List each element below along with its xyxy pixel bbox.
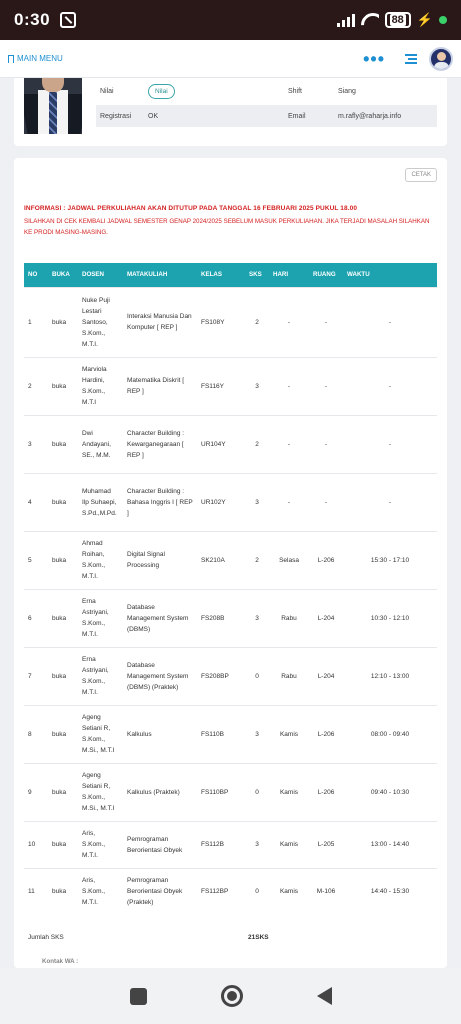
cell-kelas: SK210A: [197, 531, 245, 589]
info-title: INFORMASI : JADWAL PERKULIAHAN AKAN DITUTUP PADA TANGGAL 16 FEBRUARI 2025 PUKUL 18.00: [24, 205, 358, 212]
cell-matakuliah: Pemrograman Berorientasi Obyek: [123, 821, 197, 868]
table-row: [24, 821, 437, 868]
email-value: m.rafly@raharja.info: [338, 112, 402, 120]
cell-matakuliah: Pemrograman Berorientasi Obyek (Praktek): [123, 868, 197, 915]
cell-sks: 0: [245, 647, 269, 705]
shift-value: Siang: [338, 87, 356, 95]
table-row: [24, 705, 437, 763]
cell-dosen: Ageng Setiani R, S.Kom., M.Si., M.T.I: [78, 705, 123, 763]
table-row: [24, 415, 437, 473]
cell-ruang: -: [309, 357, 343, 415]
home-button[interactable]: [221, 985, 243, 1007]
cell-hari: Kamis: [269, 868, 309, 915]
cell-kelas: FS116Y: [197, 357, 245, 415]
profile-row-nilai: [96, 80, 437, 102]
cell-dosen: Erna Astriyani, S.Kom., M.T.I.: [78, 647, 123, 705]
recents-button[interactable]: [130, 988, 147, 1005]
cell-matakuliah: Digital Signal Processing: [123, 531, 197, 589]
cell-kelas: FS112B: [197, 821, 245, 868]
cell-ruang: M-106: [309, 868, 343, 915]
cell-hari: -: [269, 357, 309, 415]
buka-link[interactable]: buka: [48, 473, 78, 531]
cell-kelas: FS110BP: [197, 763, 245, 821]
col-no: NO: [24, 263, 48, 287]
table-row: [24, 531, 437, 589]
kontak-wa-label: Kontak WA :: [42, 958, 79, 965]
nilai-label: Nilai: [100, 87, 114, 95]
cell-ruang: L-206: [309, 763, 343, 821]
cell-kelas: FS208BP: [197, 647, 245, 705]
cell-ruang: L-206: [309, 531, 343, 589]
cell-sks: 3: [245, 821, 269, 868]
cell-waktu: 12:10 - 13:00: [343, 647, 437, 705]
cell-waktu: 13:00 - 14:40: [343, 821, 437, 868]
cell-matakuliah: Database Management System (DBMS): [123, 589, 197, 647]
cell-hari: Kamis: [269, 763, 309, 821]
cell-sks: 3: [245, 705, 269, 763]
cell-waktu: 15:30 - 17:10: [343, 531, 437, 589]
cell-hari: Kamis: [269, 705, 309, 763]
battery-level: 88: [391, 14, 404, 26]
cell-dosen: Aris, S.Kom., M.T.I.: [78, 821, 123, 868]
signal-icon: [337, 13, 355, 27]
table-row: [24, 287, 437, 357]
cell-no: 3: [24, 415, 48, 473]
table-row: [24, 763, 437, 821]
table-header-row: [24, 263, 437, 287]
cell-hari: Selasa: [269, 531, 309, 589]
cell-dosen: Erna Astriyani, S.Kom., M.T.I.: [78, 589, 123, 647]
status-icons: [337, 12, 447, 28]
cell-waktu: -: [343, 357, 437, 415]
cell-sks: 0: [245, 763, 269, 821]
cell-dosen: Aris, S.Kom., M.T.I.: [78, 868, 123, 915]
cell-no: 1: [24, 287, 48, 357]
col-buka: BUKA: [48, 263, 78, 287]
avatar[interactable]: [429, 47, 453, 71]
cell-ruang: -: [309, 415, 343, 473]
buka-link[interactable]: buka: [48, 287, 78, 357]
print-button[interactable]: CETAK: [405, 168, 437, 182]
cell-sks: 2: [245, 415, 269, 473]
cell-sks: 0: [245, 868, 269, 915]
cell-waktu: 09:40 - 10:30: [343, 763, 437, 821]
cell-matakuliah: Interaksi Manusia Dan Komputer [ REP ]: [123, 287, 197, 357]
cell-dosen: Marviola Hardini, S.Kom., M.T.I: [78, 357, 123, 415]
info-body: SILAHKAN DI CEK KEMBALI JADWAL SEMESTER GENAP 2024/2025 SEBELUM MASUK PERKULIAHAN. JIKA TERJADI MASALAH SILAHKAN KE PRODI MASING-MASING.: [24, 218, 430, 236]
col-dosen: DOSEN: [78, 263, 123, 287]
buka-link[interactable]: buka: [48, 589, 78, 647]
cell-dosen: Ahmad Roihan, S.Kom., M.T.I.: [78, 531, 123, 589]
cell-kelas: FS112BP: [197, 868, 245, 915]
cell-kelas: FS208B: [197, 589, 245, 647]
cell-dosen: Dwi Andayani, SE., M.M.: [78, 415, 123, 473]
table-row: [24, 357, 437, 415]
cell-no: 11: [24, 868, 48, 915]
cell-matakuliah: Character Building : Bahasa Inggris I [ REP ]: [123, 473, 197, 531]
battery-icon: [385, 12, 411, 28]
buka-link[interactable]: buka: [48, 821, 78, 868]
col-waktu: WAKTU: [343, 263, 437, 287]
cell-hari: -: [269, 415, 309, 473]
col-sks: SKS: [245, 263, 269, 287]
system-nav-bar: [0, 968, 461, 1024]
main-menu-link[interactable]: [8, 54, 63, 63]
cell-dosen: Ageng Setiani R, S.Kom., M.Si., M.T.I: [78, 763, 123, 821]
jumlah-sks-value: 21SKS: [248, 934, 269, 941]
status-bar: [0, 0, 461, 40]
cell-hari: -: [269, 287, 309, 357]
cell-kelas: FS108Y: [197, 287, 245, 357]
cell-no: 2: [24, 357, 48, 415]
cell-ruang: L-205: [309, 821, 343, 868]
cell-dosen: Muhamad Ilp Suhaepi, S.Pd.,M.Pd.: [78, 473, 123, 531]
cell-matakuliah: Kalkulus: [123, 705, 197, 763]
col-kelas: KELAS: [197, 263, 245, 287]
status-time: 0:30: [14, 10, 51, 29]
cell-matakuliah: Database Management System (DBMS) (Praktek): [123, 647, 197, 705]
cell-ruang: L-206: [309, 705, 343, 763]
col-matakuliah: MATAKULIAH: [123, 263, 197, 287]
col-ruang: RUANG: [309, 263, 343, 287]
list-menu-icon[interactable]: [405, 54, 417, 64]
col-hari: HARI: [269, 263, 309, 287]
table-row: [24, 589, 437, 647]
wifi-icon: [361, 13, 379, 27]
cell-waktu: -: [343, 287, 437, 357]
profile-row-registrasi: [96, 105, 437, 127]
cell-no: 7: [24, 647, 48, 705]
nilai-button[interactable]: Nilai: [148, 84, 175, 99]
cell-sks: 2: [245, 531, 269, 589]
buka-link[interactable]: buka: [48, 531, 78, 589]
buka-link[interactable]: buka: [48, 705, 78, 763]
notification-icon: [60, 12, 76, 28]
registrasi-value: OK: [148, 112, 159, 120]
charging-icon: ⚡: [416, 12, 433, 27]
table-row: [24, 473, 437, 531]
cell-hari: Kamis: [269, 821, 309, 868]
cell-matakuliah: Kalkulus (Praktek): [123, 763, 197, 821]
cell-matakuliah: Character Building : Kewarganegaraan [ REP ]: [123, 415, 197, 473]
cell-sks: 3: [245, 357, 269, 415]
cell-ruang: -: [309, 287, 343, 357]
main-menu-label: MAIN MENU: [17, 54, 63, 63]
more-options-icon[interactable]: •••: [363, 48, 385, 69]
cell-no: 10: [24, 821, 48, 868]
cell-hari: Rabu: [269, 589, 309, 647]
cell-hari: -: [269, 473, 309, 531]
cell-ruang: -: [309, 473, 343, 531]
cell-sks: 3: [245, 589, 269, 647]
buka-link[interactable]: buka: [48, 647, 78, 705]
cell-waktu: 10:30 - 12:10: [343, 589, 437, 647]
email-label: Email: [288, 112, 306, 120]
cell-hari: Rabu: [269, 647, 309, 705]
schedule-table: [24, 263, 437, 915]
cell-no: 8: [24, 705, 48, 763]
shift-label: Shift: [288, 87, 303, 95]
registrasi-label: Registrasi: [100, 112, 132, 120]
cell-kelas: FS110B: [197, 705, 245, 763]
cell-waktu: -: [343, 415, 437, 473]
table-row: [24, 868, 437, 915]
schedule-card: [14, 158, 447, 968]
cell-matakuliah: Matematika Diskrit [ REP ]: [123, 357, 197, 415]
cell-no: 9: [24, 763, 48, 821]
cell-waktu: 08:00 - 09:40: [343, 705, 437, 763]
cell-no: 5: [24, 531, 48, 589]
buka-link[interactable]: buka: [48, 763, 78, 821]
cell-ruang: L-204: [309, 589, 343, 647]
bookmark-icon: [8, 55, 14, 63]
cell-dosen: Nuke Puji Lestari Santoso, S.Kom., M.T.I.: [78, 287, 123, 357]
cell-waktu: 14:40 - 15:30: [343, 868, 437, 915]
privacy-dot-icon: [439, 16, 447, 24]
app-bar: [0, 40, 461, 78]
cell-kelas: UR102Y: [197, 473, 245, 531]
buka-link[interactable]: buka: [48, 415, 78, 473]
buka-link[interactable]: buka: [48, 868, 78, 915]
cell-sks: 2: [245, 287, 269, 357]
cell-waktu: -: [343, 473, 437, 531]
cell-kelas: UR104Y: [197, 415, 245, 473]
buka-link[interactable]: buka: [48, 357, 78, 415]
jumlah-sks-label: Jumlah SKS: [28, 934, 64, 941]
table-row: [24, 647, 437, 705]
cell-sks: 3: [245, 473, 269, 531]
cell-no: 4: [24, 473, 48, 531]
cell-no: 6: [24, 589, 48, 647]
back-button[interactable]: [317, 987, 332, 1005]
cell-ruang: L-204: [309, 647, 343, 705]
